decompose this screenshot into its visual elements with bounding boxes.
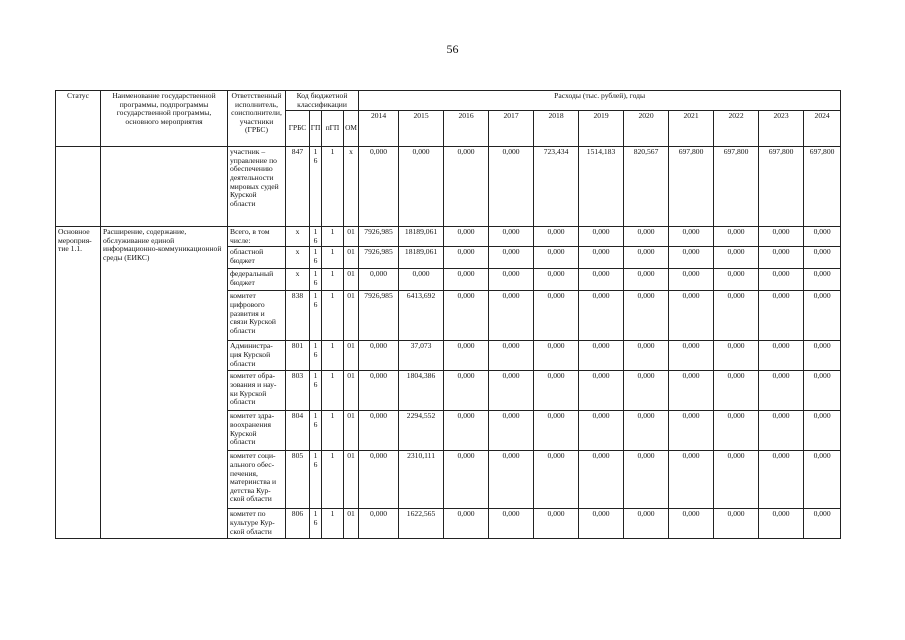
row-code-grbs: 838: [286, 291, 310, 341]
row-code-gp: 16: [310, 147, 322, 227]
row-value-2015: 37,073: [399, 341, 444, 371]
table-row: [56, 227, 841, 247]
row-value-2021: 0,000: [669, 269, 714, 291]
row-code-pgp: 1: [322, 341, 344, 371]
row-value-2020: 0,000: [624, 451, 669, 509]
row-status: [56, 147, 101, 227]
row-value-2022: 0,000: [714, 227, 759, 247]
row-code-om: 01: [344, 451, 359, 509]
row-value-2018: 0,000: [534, 247, 579, 269]
row-value-2016: 0,000: [444, 269, 489, 291]
header-budget-code: Код бюджетной классификации: [286, 91, 359, 111]
row-value-2019: 0,000: [579, 451, 624, 509]
row-value-2018: 0,000: [534, 341, 579, 371]
row-value-2020: 0,000: [624, 247, 669, 269]
header-executor: Ответственный исполнитель, соисполнители, участники (ГРБС): [228, 91, 286, 147]
budget-table: [55, 90, 841, 539]
header-year: 2020: [624, 111, 669, 147]
header-name: Наименование государственной программы, подпрограммы государственной программы, основного мероприятия: [101, 91, 228, 147]
row-value-2021: 0,000: [669, 411, 714, 451]
row-value-2021: 0,000: [669, 227, 714, 247]
row-code-grbs: х: [286, 227, 310, 247]
row-value-2015: 0,000: [399, 147, 444, 227]
row-value-2023: 0,000: [759, 341, 804, 371]
header-year: 2014: [359, 111, 399, 147]
row-code-om: 01: [344, 341, 359, 371]
row-value-2024: 0,000: [804, 411, 841, 451]
row-value-2016: 0,000: [444, 227, 489, 247]
header-year: 2017: [489, 111, 534, 147]
row-code-om: 01: [344, 411, 359, 451]
row-status: Основное мероприя-тие 1.1.: [56, 227, 101, 539]
row-code-grbs: 804: [286, 411, 310, 451]
row-value-2024: 0,000: [804, 341, 841, 371]
row-value-2024: 0,000: [804, 227, 841, 247]
row-value-2023: 0,000: [759, 371, 804, 411]
row-code-gp: 16: [310, 411, 322, 451]
row-executor: участник – управление по обеспечению деятельности мировых судей Курской области: [228, 147, 286, 227]
row-executor: федеральный бюджет: [228, 269, 286, 291]
row-name: Расширение, содержание, обслуживание единой информационно-коммуникационной среды (ЕИКС): [101, 227, 228, 539]
row-code-pgp: 1: [322, 227, 344, 247]
row-code-pgp: 1: [322, 291, 344, 341]
row-value-2024: 0,000: [804, 451, 841, 509]
row-value-2020: 0,000: [624, 291, 669, 341]
row-executor: Администра-ция Курской области: [228, 341, 286, 371]
row-value-2022: 0,000: [714, 451, 759, 509]
row-value-2019: 0,000: [579, 291, 624, 341]
header-code-om: ОМ: [344, 111, 359, 147]
row-value-2019: 0,000: [579, 509, 624, 539]
row-code-om: 01: [344, 247, 359, 269]
row-value-2015: 18189,061: [399, 227, 444, 247]
header-code-gp: ГП: [310, 111, 322, 147]
row-code-grbs: 803: [286, 371, 310, 411]
row-code-pgp: 1: [322, 147, 344, 227]
row-value-2015: 2310,111: [399, 451, 444, 509]
row-code-pgp: 1: [322, 247, 344, 269]
row-value-2022: 0,000: [714, 341, 759, 371]
row-value-2021: 0,000: [669, 371, 714, 411]
row-value-2022: 0,000: [714, 269, 759, 291]
row-value-2014: 0,000: [359, 341, 399, 371]
row-code-pgp: 1: [322, 451, 344, 509]
row-value-2023: 0,000: [759, 269, 804, 291]
row-code-grbs: 805: [286, 451, 310, 509]
row-value-2014: 0,000: [359, 371, 399, 411]
row-value-2024: 0,000: [804, 291, 841, 341]
row-value-2015: 1622,565: [399, 509, 444, 539]
row-value-2023: 0,000: [759, 451, 804, 509]
row-value-2014: 0,000: [359, 509, 399, 539]
header-year: 2023: [759, 111, 804, 147]
row-value-2024: 0,000: [804, 269, 841, 291]
row-value-2024: 697,800: [804, 147, 841, 227]
row-value-2024: 0,000: [804, 247, 841, 269]
row-value-2016: 0,000: [444, 291, 489, 341]
row-executor: Всего, в том числе:: [228, 227, 286, 247]
row-value-2021: 0,000: [669, 509, 714, 539]
row-executor: комитет обра-зования и нау-ки Курской области: [228, 371, 286, 411]
row-value-2019: 0,000: [579, 269, 624, 291]
row-code-om: х: [344, 147, 359, 227]
row-value-2017: 0,000: [489, 451, 534, 509]
header-status: Статус: [56, 91, 101, 147]
row-value-2023: 0,000: [759, 247, 804, 269]
row-value-2015: 6413,692: [399, 291, 444, 341]
row-code-gp: 16: [310, 227, 322, 247]
row-executor: комитет соци-ального обес-печения, материнства и детства Кур-ской области: [228, 451, 286, 509]
header-year: 2024: [804, 111, 841, 147]
row-value-2023: 0,000: [759, 291, 804, 341]
row-value-2019: 0,000: [579, 227, 624, 247]
row-code-pgp: 1: [322, 269, 344, 291]
row-code-om: 01: [344, 227, 359, 247]
row-value-2022: 0,000: [714, 371, 759, 411]
row-value-2017: 0,000: [489, 227, 534, 247]
row-value-2018: 0,000: [534, 227, 579, 247]
row-value-2019: 0,000: [579, 247, 624, 269]
row-value-2014: 0,000: [359, 269, 399, 291]
row-code-om: 01: [344, 509, 359, 539]
row-code-pgp: 1: [322, 509, 344, 539]
row-code-gp: 16: [310, 247, 322, 269]
row-value-2018: 0,000: [534, 509, 579, 539]
table-row: [56, 147, 841, 227]
row-value-2019: 1514,183: [579, 147, 624, 227]
row-value-2020: 0,000: [624, 269, 669, 291]
row-value-2022: 0,000: [714, 509, 759, 539]
row-code-gp: 16: [310, 371, 322, 411]
row-value-2022: 0,000: [714, 291, 759, 341]
row-value-2020: 820,567: [624, 147, 669, 227]
row-code-om: 01: [344, 269, 359, 291]
row-value-2024: 0,000: [804, 371, 841, 411]
row-value-2022: 0,000: [714, 411, 759, 451]
row-code-grbs: 847: [286, 147, 310, 227]
row-value-2022: 0,000: [714, 247, 759, 269]
row-code-om: 01: [344, 371, 359, 411]
row-code-grbs: 806: [286, 509, 310, 539]
header-year: 2018: [534, 111, 579, 147]
row-value-2017: 0,000: [489, 147, 534, 227]
row-code-grbs: 801: [286, 341, 310, 371]
row-value-2021: 0,000: [669, 341, 714, 371]
row-value-2016: 0,000: [444, 147, 489, 227]
row-value-2018: 0,000: [534, 269, 579, 291]
header-year: 2021: [669, 111, 714, 147]
row-value-2017: 0,000: [489, 411, 534, 451]
row-executor: комитет здра-воохранения Курской области: [228, 411, 286, 451]
row-value-2014: 0,000: [359, 451, 399, 509]
header-year: 2019: [579, 111, 624, 147]
row-value-2017: 0,000: [489, 269, 534, 291]
row-value-2019: 0,000: [579, 341, 624, 371]
row-executor: областной бюджет: [228, 247, 286, 269]
row-value-2014: 7926,985: [359, 291, 399, 341]
header-year: 2015: [399, 111, 444, 147]
row-value-2016: 0,000: [444, 451, 489, 509]
row-value-2014: 7926,985: [359, 227, 399, 247]
row-value-2023: 0,000: [759, 509, 804, 539]
row-code-pgp: 1: [322, 371, 344, 411]
row-value-2018: 0,000: [534, 451, 579, 509]
row-value-2016: 0,000: [444, 247, 489, 269]
row-value-2018: 0,000: [534, 371, 579, 411]
row-value-2015: 0,000: [399, 269, 444, 291]
header-year: 2016: [444, 111, 489, 147]
row-value-2020: 0,000: [624, 411, 669, 451]
row-value-2023: 0,000: [759, 411, 804, 451]
row-code-gp: 16: [310, 451, 322, 509]
row-executor: комитет по культуре Кур-ской области: [228, 509, 286, 539]
row-value-2020: 0,000: [624, 227, 669, 247]
row-value-2020: 0,000: [624, 341, 669, 371]
page-number: 56: [446, 42, 459, 56]
row-value-2017: 0,000: [489, 341, 534, 371]
row-value-2015: 1804,386: [399, 371, 444, 411]
row-value-2016: 0,000: [444, 411, 489, 451]
row-value-2017: 0,000: [489, 291, 534, 341]
header-year: 2022: [714, 111, 759, 147]
row-value-2024: 0,000: [804, 509, 841, 539]
row-value-2019: 0,000: [579, 411, 624, 451]
row-value-2014: 0,000: [359, 147, 399, 227]
row-value-2017: 0,000: [489, 371, 534, 411]
row-code-pgp: 1: [322, 411, 344, 451]
row-value-2020: 0,000: [624, 371, 669, 411]
row-value-2021: 0,000: [669, 247, 714, 269]
row-code-gp: 16: [310, 341, 322, 371]
row-value-2023: 0,000: [759, 227, 804, 247]
table-body: [56, 147, 841, 539]
row-code-grbs: х: [286, 269, 310, 291]
row-value-2017: 0,000: [489, 509, 534, 539]
row-value-2016: 0,000: [444, 509, 489, 539]
row-code-gp: 16: [310, 269, 322, 291]
row-value-2014: 0,000: [359, 411, 399, 451]
row-value-2014: 7926,985: [359, 247, 399, 269]
row-value-2021: 0,000: [669, 291, 714, 341]
row-value-2015: 2294,552: [399, 411, 444, 451]
row-value-2019: 0,000: [579, 371, 624, 411]
row-code-grbs: х: [286, 247, 310, 269]
row-executor: комитет цифрового развития и связи Курской области: [228, 291, 286, 341]
header-code-grbs: ГРБС: [286, 111, 310, 147]
row-value-2021: 0,000: [669, 451, 714, 509]
header-code-pgp: пГП: [322, 111, 344, 147]
row-value-2020: 0,000: [624, 509, 669, 539]
row-value-2015: 18189,061: [399, 247, 444, 269]
row-value-2023: 697,800: [759, 147, 804, 227]
row-code-gp: 16: [310, 291, 322, 341]
row-value-2016: 0,000: [444, 341, 489, 371]
row-value-2022: 697,800: [714, 147, 759, 227]
row-value-2017: 0,000: [489, 247, 534, 269]
header-expenses: Расходы (тыс. рублей), годы: [359, 91, 841, 111]
row-name: [101, 147, 228, 227]
row-code-om: 01: [344, 291, 359, 341]
row-value-2016: 0,000: [444, 371, 489, 411]
row-value-2018: 723,434: [534, 147, 579, 227]
row-value-2021: 697,800: [669, 147, 714, 227]
row-value-2018: 0,000: [534, 291, 579, 341]
row-value-2018: 0,000: [534, 411, 579, 451]
row-code-gp: 16: [310, 509, 322, 539]
